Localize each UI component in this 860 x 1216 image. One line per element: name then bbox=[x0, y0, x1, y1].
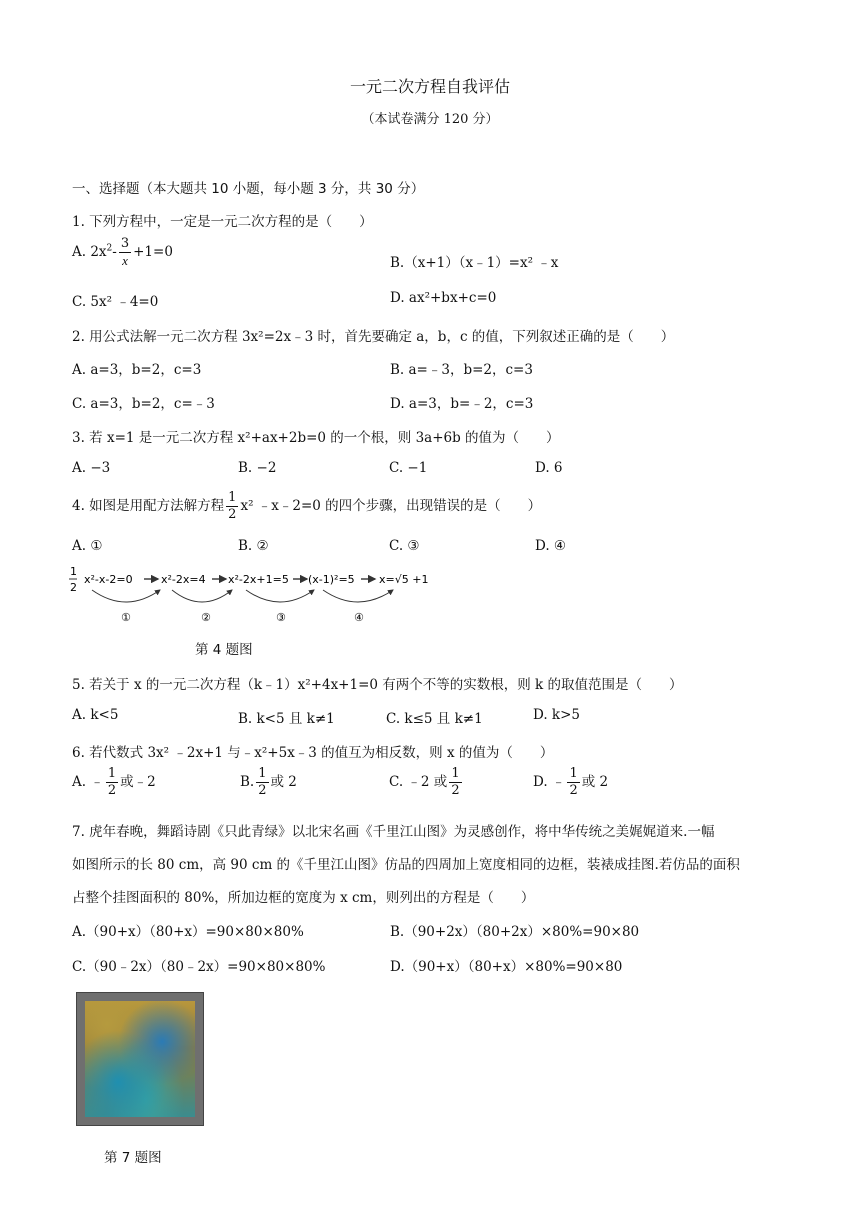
q6-a-denominator: 2 bbox=[107, 783, 117, 798]
question-3-option-d: D. 6 bbox=[535, 460, 563, 476]
fig-step-3: (x-1)²=5 bbox=[308, 573, 355, 586]
question-4-option-b: B. ② bbox=[238, 538, 269, 554]
q1-a-mid: - bbox=[112, 244, 117, 260]
question-7-option-b: B.（90+2x）（80+2x）×80%=90×80 bbox=[390, 924, 640, 940]
question-1-stem: 1. 下列方程中，一定是一元二次方程的是（ ） bbox=[72, 214, 373, 230]
fig-mark-4: ④ bbox=[354, 611, 364, 624]
q6-c-pre: C. ﹣2 或 bbox=[389, 774, 448, 790]
question-7-line-1: 7. 虎年春晚，舞蹈诗剧《只此青绿》以北宋名画《千里江山图》为灵感创作，将中华传统之美娓娓道来.一幅 bbox=[72, 824, 715, 840]
q4-stem-post: x² ﹣x﹣2=0 的四个步骤，出现错误的是（ ） bbox=[240, 498, 542, 514]
q6-d-denominator: 2 bbox=[569, 783, 578, 798]
page-subtitle: （本试卷满分 120 分） bbox=[361, 112, 499, 127]
page-title: 一元二次方程自我评估 bbox=[349, 77, 510, 96]
question-5-stem: 5. 若关于 x 的一元二次方程（k﹣1）x²+4x+1=0 有两个不等的实数根，则 k 的取值范围是（ ） bbox=[72, 677, 683, 693]
q6-b-pre: B. bbox=[240, 774, 255, 790]
q6-d-fraction bbox=[567, 766, 579, 799]
q4-denominator: 2 bbox=[228, 507, 237, 522]
q6-b-numerator: 1 bbox=[258, 766, 267, 781]
painting-frame bbox=[76, 992, 204, 1126]
fig-mark-2: ② bbox=[201, 611, 211, 624]
question-3-option-b: B. −2 bbox=[238, 460, 277, 476]
q6-d-post: 或 2 bbox=[581, 774, 609, 790]
q1-a-denominator: x bbox=[122, 253, 128, 268]
q1-a-post: +1=0 bbox=[133, 244, 173, 260]
question-1-option-b: B.（x+1）（x﹣1）=x² ﹣x bbox=[390, 255, 559, 271]
q1-a-numerator: 3 bbox=[120, 236, 130, 251]
q6-b-post: 或 2 bbox=[270, 774, 297, 790]
fig-frac-num: 1 bbox=[70, 565, 77, 578]
question-6-option-a bbox=[72, 766, 156, 799]
landscape-painting bbox=[85, 1001, 195, 1117]
question-7-line-3: 占整个挂图面积的 80%，所加边框的宽度为 x cm，则列出的方程是（ ） bbox=[72, 890, 535, 906]
fig-step-4: x=√5 +1 bbox=[379, 573, 429, 586]
question-7-line-2: 如图所示的长 80 cm，高 90 cm 的《千里江山图》仿品的四周加上宽度相同的边框，装裱成挂图.若仿品的面积 bbox=[72, 857, 740, 873]
question-4-option-d: D. ④ bbox=[535, 538, 567, 554]
fig-step-2: x²-2x+1=5 bbox=[228, 573, 289, 586]
question-4-option-a: A. ① bbox=[72, 538, 103, 554]
question-4-caption: 第 4 题图 bbox=[195, 642, 253, 658]
question-7-caption: 第 7 题图 bbox=[104, 1150, 162, 1166]
question-1-option-a: A. $2x^2-$ $\frac{3}{x}$ +1=0 bbox=[72, 236, 173, 268]
question-1-option-c: C. 5x² ﹣4=0 bbox=[72, 294, 159, 310]
question-5-option-a: A. k<5 bbox=[72, 707, 119, 723]
question-2-option-a: A. a=3，b=2，c=3 bbox=[72, 362, 202, 378]
fig-step-1: x²-2x=4 bbox=[161, 573, 206, 586]
q4-stem-pre: 4. 如图是用配方法解方程 bbox=[72, 498, 225, 514]
question-6-option-b bbox=[240, 766, 297, 799]
q6-c-denominator: 2 bbox=[451, 783, 460, 798]
q6-c-numerator: 1 bbox=[451, 766, 460, 781]
question-2-option-d: D. a=3，b=﹣2，c=3 bbox=[390, 396, 534, 412]
q6-a-pre: A. ﹣ bbox=[72, 774, 104, 790]
question-1-option-d: D. ax²+bx+c=0 bbox=[390, 290, 497, 306]
question-6-stem: 6. 若代数式 3x² ﹣2x+1 与﹣x²+5x﹣3 的值互为相反数，则 x 的值为（ ） bbox=[72, 745, 554, 761]
q6-d-pre: D. ﹣ bbox=[533, 774, 566, 790]
question-7-option-a: A.（90+x）（80+x）=90×80×80% bbox=[72, 924, 304, 940]
question-5-option-b: B. k<5 且 k≠1 bbox=[238, 711, 335, 727]
q6-d-numerator: 1 bbox=[569, 766, 578, 781]
question-5-option-c: C. k≤5 且 k≠1 bbox=[386, 711, 483, 727]
question-3-option-a: A. −3 bbox=[72, 460, 111, 476]
question-2-option-c: C. a=3，b=2，c=﹣3 bbox=[72, 396, 215, 412]
q4-fraction bbox=[226, 490, 238, 523]
question-7-option-d: D.（90+x）（80+x）×80%=90×80 bbox=[390, 959, 623, 975]
q6-a-fraction bbox=[106, 766, 118, 799]
fig-mark-1: ① bbox=[121, 611, 131, 624]
q6-a-numerator: 1 bbox=[107, 766, 117, 781]
question-4-figure bbox=[68, 562, 438, 628]
question-3-option-c: C. −1 bbox=[389, 460, 428, 476]
question-6-option-d bbox=[533, 766, 608, 799]
question-5-option-d: D. k>5 bbox=[533, 707, 581, 723]
q1-a-fraction bbox=[119, 236, 131, 269]
question-3-stem: 3. 若 x=1 是一元二次方程 x²+ax+2b=0 的一个根，则 3a+6b 的值为（ ） bbox=[72, 430, 560, 446]
q1-a-pre: A. 2x bbox=[72, 244, 107, 260]
question-4-option-c: C. ③ bbox=[389, 538, 420, 554]
fig-mark-3: ③ bbox=[276, 611, 286, 624]
q6-b-fraction bbox=[256, 766, 268, 799]
question-6-option-c bbox=[389, 766, 464, 799]
q4-numerator: 1 bbox=[228, 490, 237, 505]
question-4-stem bbox=[72, 490, 541, 523]
question-2-stem: 2. 用公式法解一元二次方程 3x²=2x﹣3 时，首先要确定 a，b，c 的值，下列叙述正确的是（ ） bbox=[72, 329, 675, 345]
fig-frac-den: 2 bbox=[70, 581, 77, 594]
question-7-option-c: C.（90﹣2x）（80﹣2x）=90×80×80% bbox=[72, 959, 326, 975]
q6-c-fraction bbox=[449, 766, 461, 799]
section-heading: 一、选择题（本大题共 10 小题，每小题 3 分，共 30 分） bbox=[72, 181, 425, 197]
q6-b-denominator: 2 bbox=[258, 783, 267, 798]
question-2-option-b: B. a=﹣3，b=2，c=3 bbox=[390, 362, 533, 378]
q6-a-post: 或﹣2 bbox=[120, 774, 156, 790]
fig-step-0: x²-x-2=0 bbox=[84, 573, 133, 586]
